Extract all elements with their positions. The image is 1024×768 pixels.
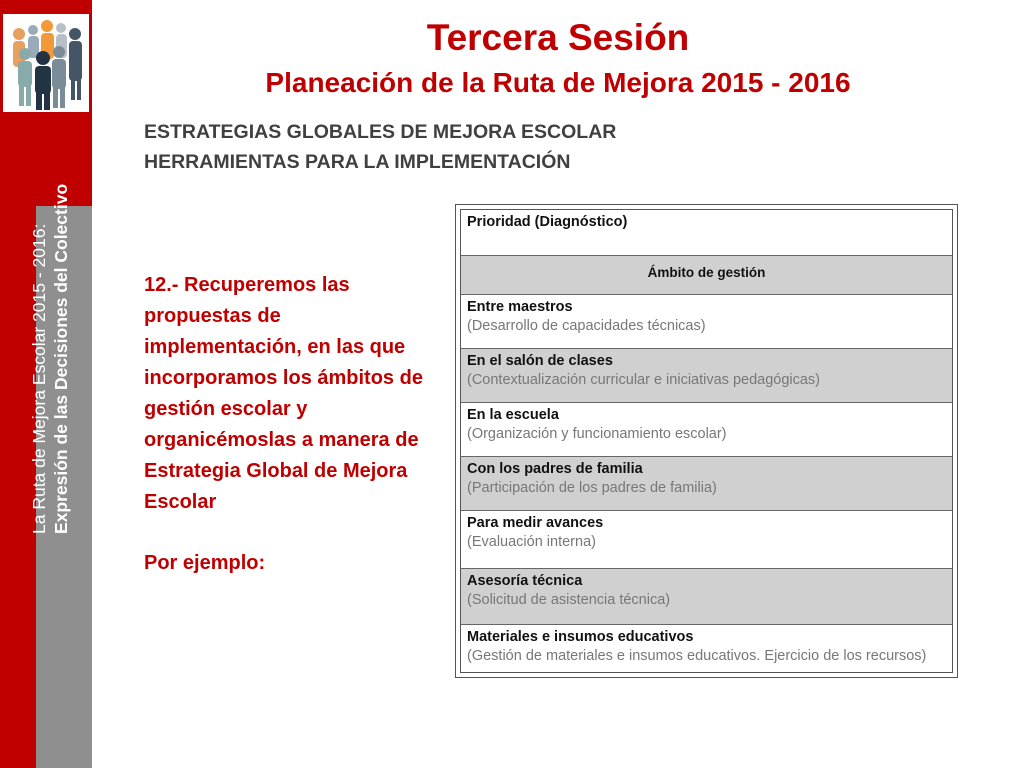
people-group-icon: [3, 14, 89, 112]
page-subtitle: Planeación de la Ruta de Mejora 2015 - 2016: [265, 67, 851, 98]
row-subtitle: (Evaluación interna): [467, 534, 596, 550]
vertical-title-line2: Expresión de las Decisiones del Colectivo: [51, 183, 71, 534]
row-title: Materiales e insumos educativos: [467, 629, 694, 645]
row-title: En el salón de clases: [467, 353, 613, 369]
row-title: Entre maestros: [467, 299, 573, 315]
instruction-paragraph: 12.- Recuperemos las propuestas de implementación, en las que incorporamos los ámbitos de gestión escolar y organicémoslas a manera de Estrategia Global de Mejora Escolar: [144, 274, 423, 513]
table-row: [461, 625, 952, 672]
row-title: Asesoría técnica: [467, 573, 583, 589]
row-subtitle: (Gestión de materiales e insumos educativos. Ejercicio de los recursos): [467, 648, 927, 664]
row-subtitle: (Organización y funcionamiento escolar): [467, 426, 727, 442]
row-subtitle: (Participación de los padres de familia): [467, 480, 717, 496]
row-title: Con los padres de familia: [467, 461, 643, 477]
management-table: [455, 204, 958, 678]
row-subtitle: (Contextualización curricular e iniciativas pedagógicas): [467, 372, 821, 388]
table-row-header: [461, 256, 952, 295]
section-header: Ámbito de gestión: [647, 265, 766, 280]
management-table-inner: [460, 209, 953, 673]
logo: [3, 14, 89, 112]
table-row: [461, 569, 952, 625]
priority-label: Prioridad (Diagnóstico): [467, 214, 628, 230]
heading-strategies: ESTRATEGIAS GLOBALES DE MEJORA ESCOLAR: [144, 121, 617, 143]
table-row: [461, 511, 952, 569]
section-headings: [144, 117, 616, 177]
page-title: Tercera Sesión: [426, 17, 690, 58]
heading-tools: HERRAMIENTAS PARA LA IMPLEMENTACIÓN: [144, 151, 571, 173]
table-row: [461, 457, 952, 511]
table-row: [461, 295, 952, 349]
table-row-priority: [461, 210, 952, 256]
row-subtitle: (Desarrollo de capacidades técnicas): [467, 318, 706, 334]
row-subtitle: (Solicitud de asistencia técnica): [467, 592, 671, 608]
vertical-title: [28, 134, 72, 534]
example-label: Por ejemplo:: [144, 552, 266, 574]
table-row: [461, 349, 952, 403]
vertical-title-line1: La Ruta de Mejora Escolar 2015 - 2016:: [29, 223, 49, 534]
instruction-text: [144, 270, 444, 579]
row-title: En la escuela: [467, 407, 559, 423]
table-row: [461, 403, 952, 457]
row-title: Para medir avances: [467, 515, 604, 531]
